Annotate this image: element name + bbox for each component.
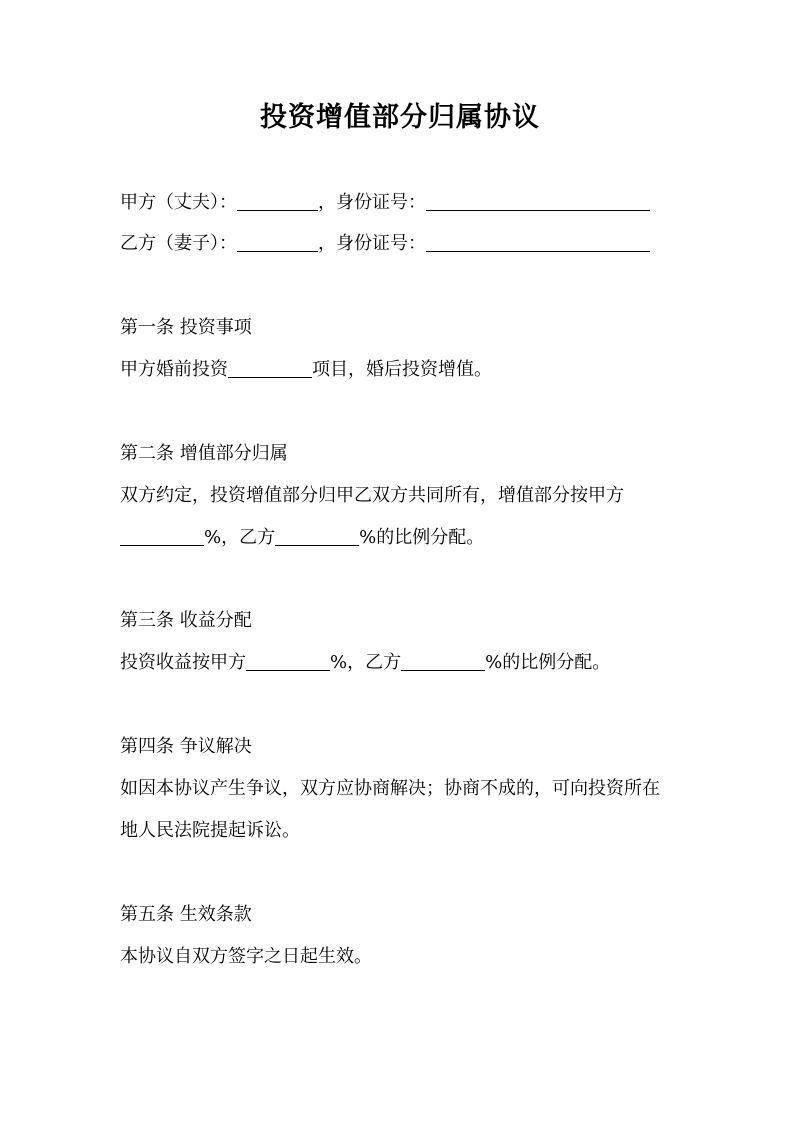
article2-pct1-suffix: %，乙方	[204, 527, 276, 548]
party-a-line	[120, 190, 650, 216]
project-name-blank	[228, 357, 312, 378]
article3-mid: %，乙方	[330, 652, 402, 673]
article1-text-after: 项目，婚后投资增值。	[312, 359, 492, 380]
party-b-label: 乙方（妻子）：	[120, 233, 237, 254]
party-b-line	[120, 231, 650, 257]
article3-heading: 第三条 收益分配	[120, 610, 252, 631]
article2-line2	[120, 525, 484, 551]
article2-pct2-suffix: %的比例分配。	[359, 527, 485, 548]
article3-text-before: 投资收益按甲方	[120, 652, 246, 673]
document-title: 投资增值部分归属协议	[260, 102, 540, 133]
party-a-name-blank	[237, 190, 318, 211]
article5-heading: 第五条 生效条款	[120, 904, 252, 925]
article4-line2: 地人民法院提起诉讼。	[120, 820, 300, 841]
article1-text	[120, 357, 492, 383]
party-a-id-label: ，身份证号：	[318, 192, 426, 213]
article4-heading: 第四条 争议解决	[120, 736, 252, 757]
article3-text-after: %的比例分配。	[485, 652, 611, 673]
party-a-percent-blank	[120, 525, 204, 546]
party-b-percent-blank	[275, 525, 359, 546]
income-party-a-percent-blank	[246, 650, 330, 671]
party-b-name-blank	[237, 231, 318, 252]
article4-line1: 如因本协议产生争议，双方应协商解决；协商不成的，可向投资所在	[120, 778, 660, 799]
party-a-label: 甲方（丈夫）：	[120, 192, 237, 213]
article1-text-before: 甲方婚前投资	[120, 359, 228, 380]
article2-heading: 第二条 增值部分归属	[120, 443, 288, 464]
party-b-id-blank	[426, 231, 650, 252]
article5-text: 本协议自双方签字之日起生效。	[120, 946, 372, 967]
party-b-id-label: ，身份证号：	[318, 233, 426, 254]
income-party-b-percent-blank	[401, 650, 485, 671]
party-a-id-blank	[426, 190, 650, 211]
article2-line1: 双方约定，投资增值部分归甲乙双方共同所有，增值部分按甲方	[120, 485, 624, 506]
article3-text	[120, 650, 610, 676]
article1-heading: 第一条 投资事项	[120, 317, 252, 338]
